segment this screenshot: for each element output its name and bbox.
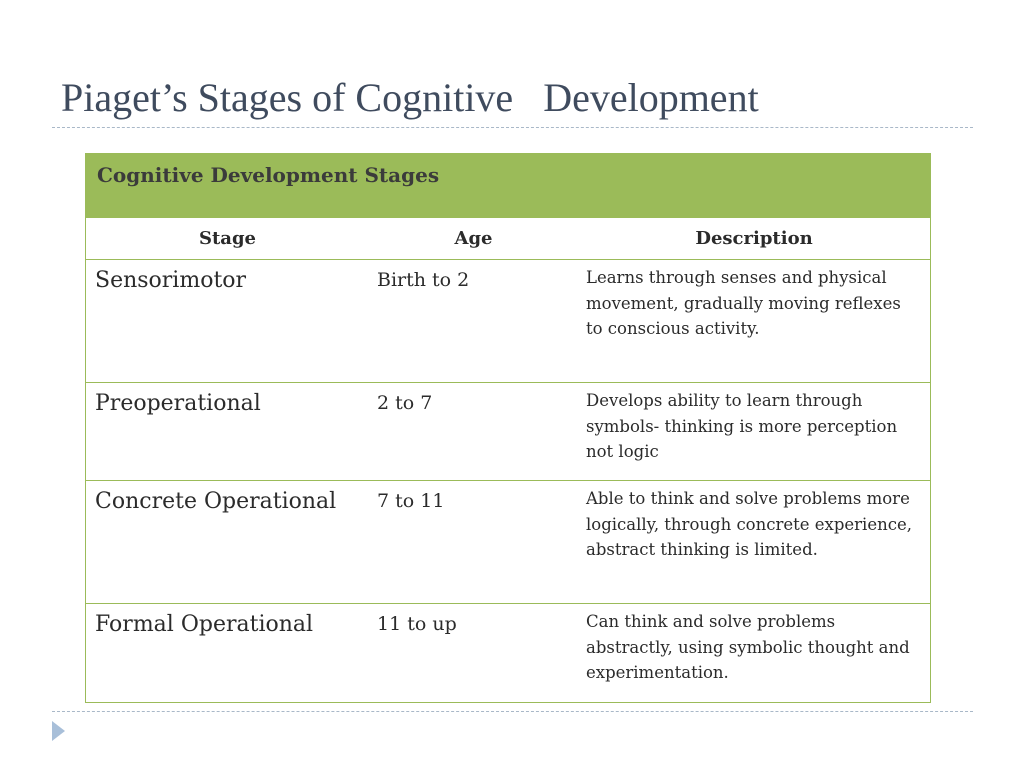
play-triangle-icon[interactable] xyxy=(52,721,65,741)
table-row xyxy=(86,604,930,703)
table-header-row xyxy=(86,218,930,260)
description-cell: Can think and solve problems abstractly, using symbolic thought and experimentation. xyxy=(586,612,910,682)
title-divider xyxy=(52,127,973,128)
description-cell: Learns through senses and physical movement, gradually moving reflexes to conscious activity. xyxy=(578,260,930,383)
stage-cell: Formal Operational xyxy=(95,612,314,637)
column-header-stage: Stage xyxy=(86,218,369,260)
column-header-description: Description xyxy=(578,218,930,260)
table-row xyxy=(86,481,930,604)
table-caption-row xyxy=(86,154,930,218)
age-cell: 7 to 11 xyxy=(369,481,578,604)
column-header-age: Age xyxy=(369,218,578,260)
age-cell: 2 to 7 xyxy=(369,383,578,481)
table-row xyxy=(86,383,930,481)
stage-cell: Concrete Operational xyxy=(86,481,369,604)
table-caption: Cognitive Development Stages xyxy=(86,154,930,218)
age-cell: Birth to 2 xyxy=(369,260,578,383)
description-cell: Able to think and solve problems more logically, through concrete experience, abstract thinking is limited. xyxy=(578,481,930,604)
stage-cell: Preoperational xyxy=(86,383,369,481)
stages-table xyxy=(85,153,931,703)
footer-divider xyxy=(52,711,973,712)
table-row xyxy=(86,260,930,383)
slide-title: Piaget’s Stages of Cognitive Development xyxy=(61,75,759,120)
stage-cell: Sensorimotor xyxy=(86,260,369,383)
age-cell: 11 to up xyxy=(377,613,457,635)
description-cell: Develops ability to learn through symbols- thinking is more perception not logic xyxy=(578,383,930,481)
